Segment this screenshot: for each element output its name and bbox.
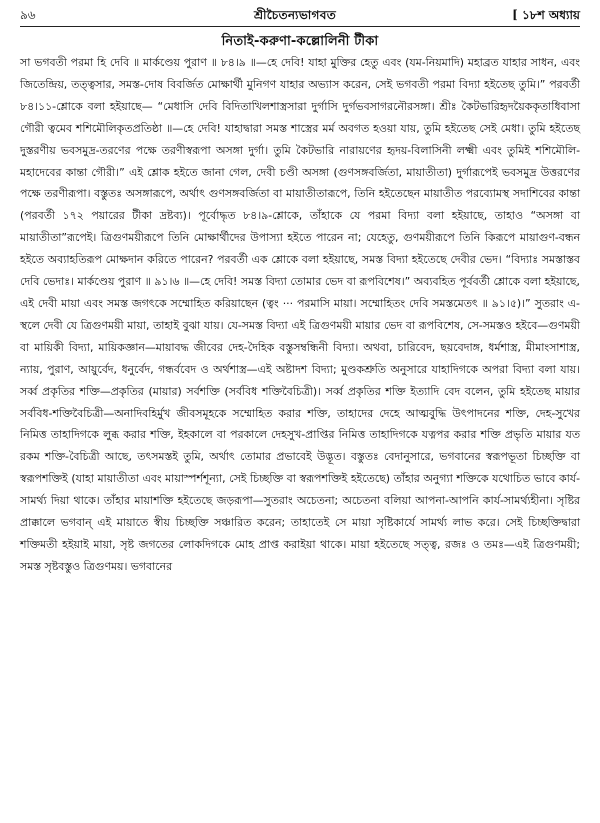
commentary-title: নিতাই-করুণা-কল্লোলিনী টীকা bbox=[221, 34, 379, 49]
running-header bbox=[20, 6, 580, 24]
book-title: শ্রীচৈতন্যভাগবত bbox=[253, 8, 336, 22]
header-divider bbox=[20, 26, 580, 27]
commentary-body: সা ভগবতী পরমা হি দেবি ॥ মার্কণ্ডেয় পুরাণ ॥ ৮৪।৯ ॥—হে দেবি! যাহা মুক্তির হেতু এবং (যম-নিয়মাদি) মহাব্রত যাহার সাধন, এবং জিতেন্দ্রিয়, তত্ত্বসার, সমস্ত-দোষ বিবর্জিত মোক্ষার্থী মুনিগণ যাহার অভ্যাস করেন, সেই ভগবতী পরমা বিদ্যা হইতেছ তুমি।” পরবর্তী ৮৪।১১-শ্লোকে বলা হইয়াছে— “মেধাসি দেবি বিদিতাখিলশাস্ত্রসারা দুর্গাসি দুর্গভবসাগরনৌরসঙ্গা। শ্রীঃ কৈটভারিহৃদয়ৈককৃতাধিবাসা গৌরী ত্বমেব শশিমৌলিকৃতপ্রতিষ্ঠা ॥—হে দেবি! যাহাদ্বারা সমস্ত শাস্ত্রের মর্ম অবগত হওয়া যায়, তুমি হইতেছ সেই মেধা। তুমি হইতেছ দুস্তরণীয় ভবসমুদ্র-তরণের পক্ষে তরণীস্বরূপা অসঙ্গা দুর্গা। তুমি কৈটভারি নারায়ণের হৃদয়-বিলাসিনী লক্ষ্মী এবং তুমিই শশিমৌলি-মহাদেবের কান্তা গৌরী।” এই শ্লোক হইতে জানা গেল, দেবী চণ্ডী অসঙ্গা (গুণসঙ্গবর্জিতা, মায়াতীতা) দুর্গারূপেই ভবসমুদ্র উত্তরণের পক্ষে তরণীরূপা। বস্তুতঃ অসঙ্গারূপে, অর্থাৎ গুণসঙ্গবর্জিতা বা মায়াতীতারূপে, তিনি হইতেছেন মায়াতীত পরব্যোমস্থ সদাশিবের কান্তা (পরবর্তী ১৭২ পয়ারের টীকা দ্রষ্টব্য)। পূর্বোদ্ধৃত ৮৪।৯-শ্লোকে, তাঁহাকে যে পরমা বিদ্যা বলা হইয়াছে, তাহাও “অসঙ্গা বা মায়াতীতা”রূপেই। ত্রিগুণময়ীরূপে তিনি মোক্ষার্থীদের উপাস্যা হইতে পারেন না; যেহেতু, গুণময়ীরূপে তিনি কিরূপে মায়াগুণ-বন্ধন হইতে অব্যাহতিরূপ মোক্ষদান করিতে পারেন? পরবর্তী এক শ্লোকে বলা হইয়াছে, সমস্ত বিদ্যা হইতেছে দেবীর ভেদ। “বিদ্যাঃ সমস্তাস্তব দেবি ভেদাঃ। মার্কণ্ডেয় পুরাণ ॥ ৯১।৬ ॥—হে দেবি! সমস্ত বিদ্যা তোমার ভেদ বা রূপবিশেষ।” অব্যবহিত পূর্ববর্তী শ্লোকে বলা হইয়াছে, এই দেবী মায়া এবং সমস্ত জগৎকে সম্মোহিত করিয়াছেন (ত্বং ··· পরমাসি মায়া। সম্মোহিতং দেবি সমস্তমেতৎ ॥ ৯১।৫)।” সুতরাং এ-স্থলে দেবী যে ত্রিগুণময়ী মায়া, তাহাই বুঝা যায়। যে-সমস্ত বিদ্যা এই ত্রিগুণময়ী মায়ার ভেদ বা রূপবিশেষ, সে-সমস্তও হইবে—গুণময়ী বা মায়িকী বিদ্যা, মায়িকজ্ঞান—মায়াবদ্ধ জীবের দেহ-দৈহিক বস্তুসম্বন্ধিনী বিদ্যা। অথবা, চারিবেদ, ছয়বেদাঙ্গ, ধর্মশাস্ত্র, মীমাংসাশাস্ত্র, ন্যায়, পুরাণ, আয়ুর্বেদ, ধনুর্বেদ, গন্ধর্ববেদ ও অর্থশাস্ত্র—এই অষ্টাদশ বিদ্যা; মুণ্ডকশ্রুতি অনুসারে যাহাদিগকে অপরা বিদ্যা বলা যায়। সর্ব্ব প্রকৃতির শক্তি—প্রকৃতির (মায়ার) সর্বশক্তি (সর্ববিধ শক্তিবৈচিত্রী)। সর্ব্ব প্রকৃতির শক্তি ইত্যাদি বেদ বলেন, তুমি হইতেছ মায়ার সর্ববিধ-শক্তিবৈচিত্রী—অনাদিবহির্মুখ জীবসমূহকে সম্মোহিত করার শক্তি, তাহাদের দেহে আত্মবুদ্ধি উৎপাদনের শক্তি, দেহ-সুখের নিমিত্ত তাহাদিগকে লুব্ধ করার শক্তি, ইহকালে বা পরকালে দেহসুখ-প্রাপ্তির নিমিত্ত তাহাদিগকে যত্নপর করার শক্তি প্রভৃতি মায়ার যত রকম শক্তি-বৈচিত্রী আছে, তৎসমস্তই তুমি, অর্থাৎ তোমার প্রভাবেই উদ্ভূত। বস্তুতঃ বেদানুসারে, ভগবানের স্বরূপভূতা চিচ্ছক্তি বা স্বরূপশক্তিই (যাহা মায়াতীতা এবং মায়াস্পর্শশূন্যা, সেই চিচ্ছক্তি বা স্বরূপশক্তিই হইতেছে) তাঁহার অনুগ্যা শক্তিকে যথোচিত ভাবে কার্য-সামর্থ্য দিয়া থাকে। তাঁহার মায়াশক্তি হইতেছে জড়রূপা—সুতরাং অচেতনা; অচেতনা বলিয়া আপনা-আপনি কার্য-সামর্থ্যহীনা। সৃষ্টির প্রাক্কালে ভগবান্ এই মায়াতে স্বীয় চিচ্ছক্তি সঞ্চারিত করেন; তাহাতেই সে মায়া সৃষ্টিকার্যে সামর্থ্য লাভ করে। সেই চিচ্ছক্তিদ্বারা শক্তিমতী হইয়াই মায়া, সৃষ্ট জগতের লোকদিগকে মোহ প্রাপ্ত করাইয়া থাকে। মায়া হইতেছে সত্ত্ব, রজঃ ও তমঃ—এই ত্রিগুণময়ী; সমস্ত সৃষ্টবস্তুও ত্রিগুণময়। ভগবানের bbox=[20, 56, 580, 573]
page-number: ৯৬ bbox=[20, 8, 36, 22]
chapter-label: [ ১৮শ অধ্যায় bbox=[512, 8, 580, 22]
